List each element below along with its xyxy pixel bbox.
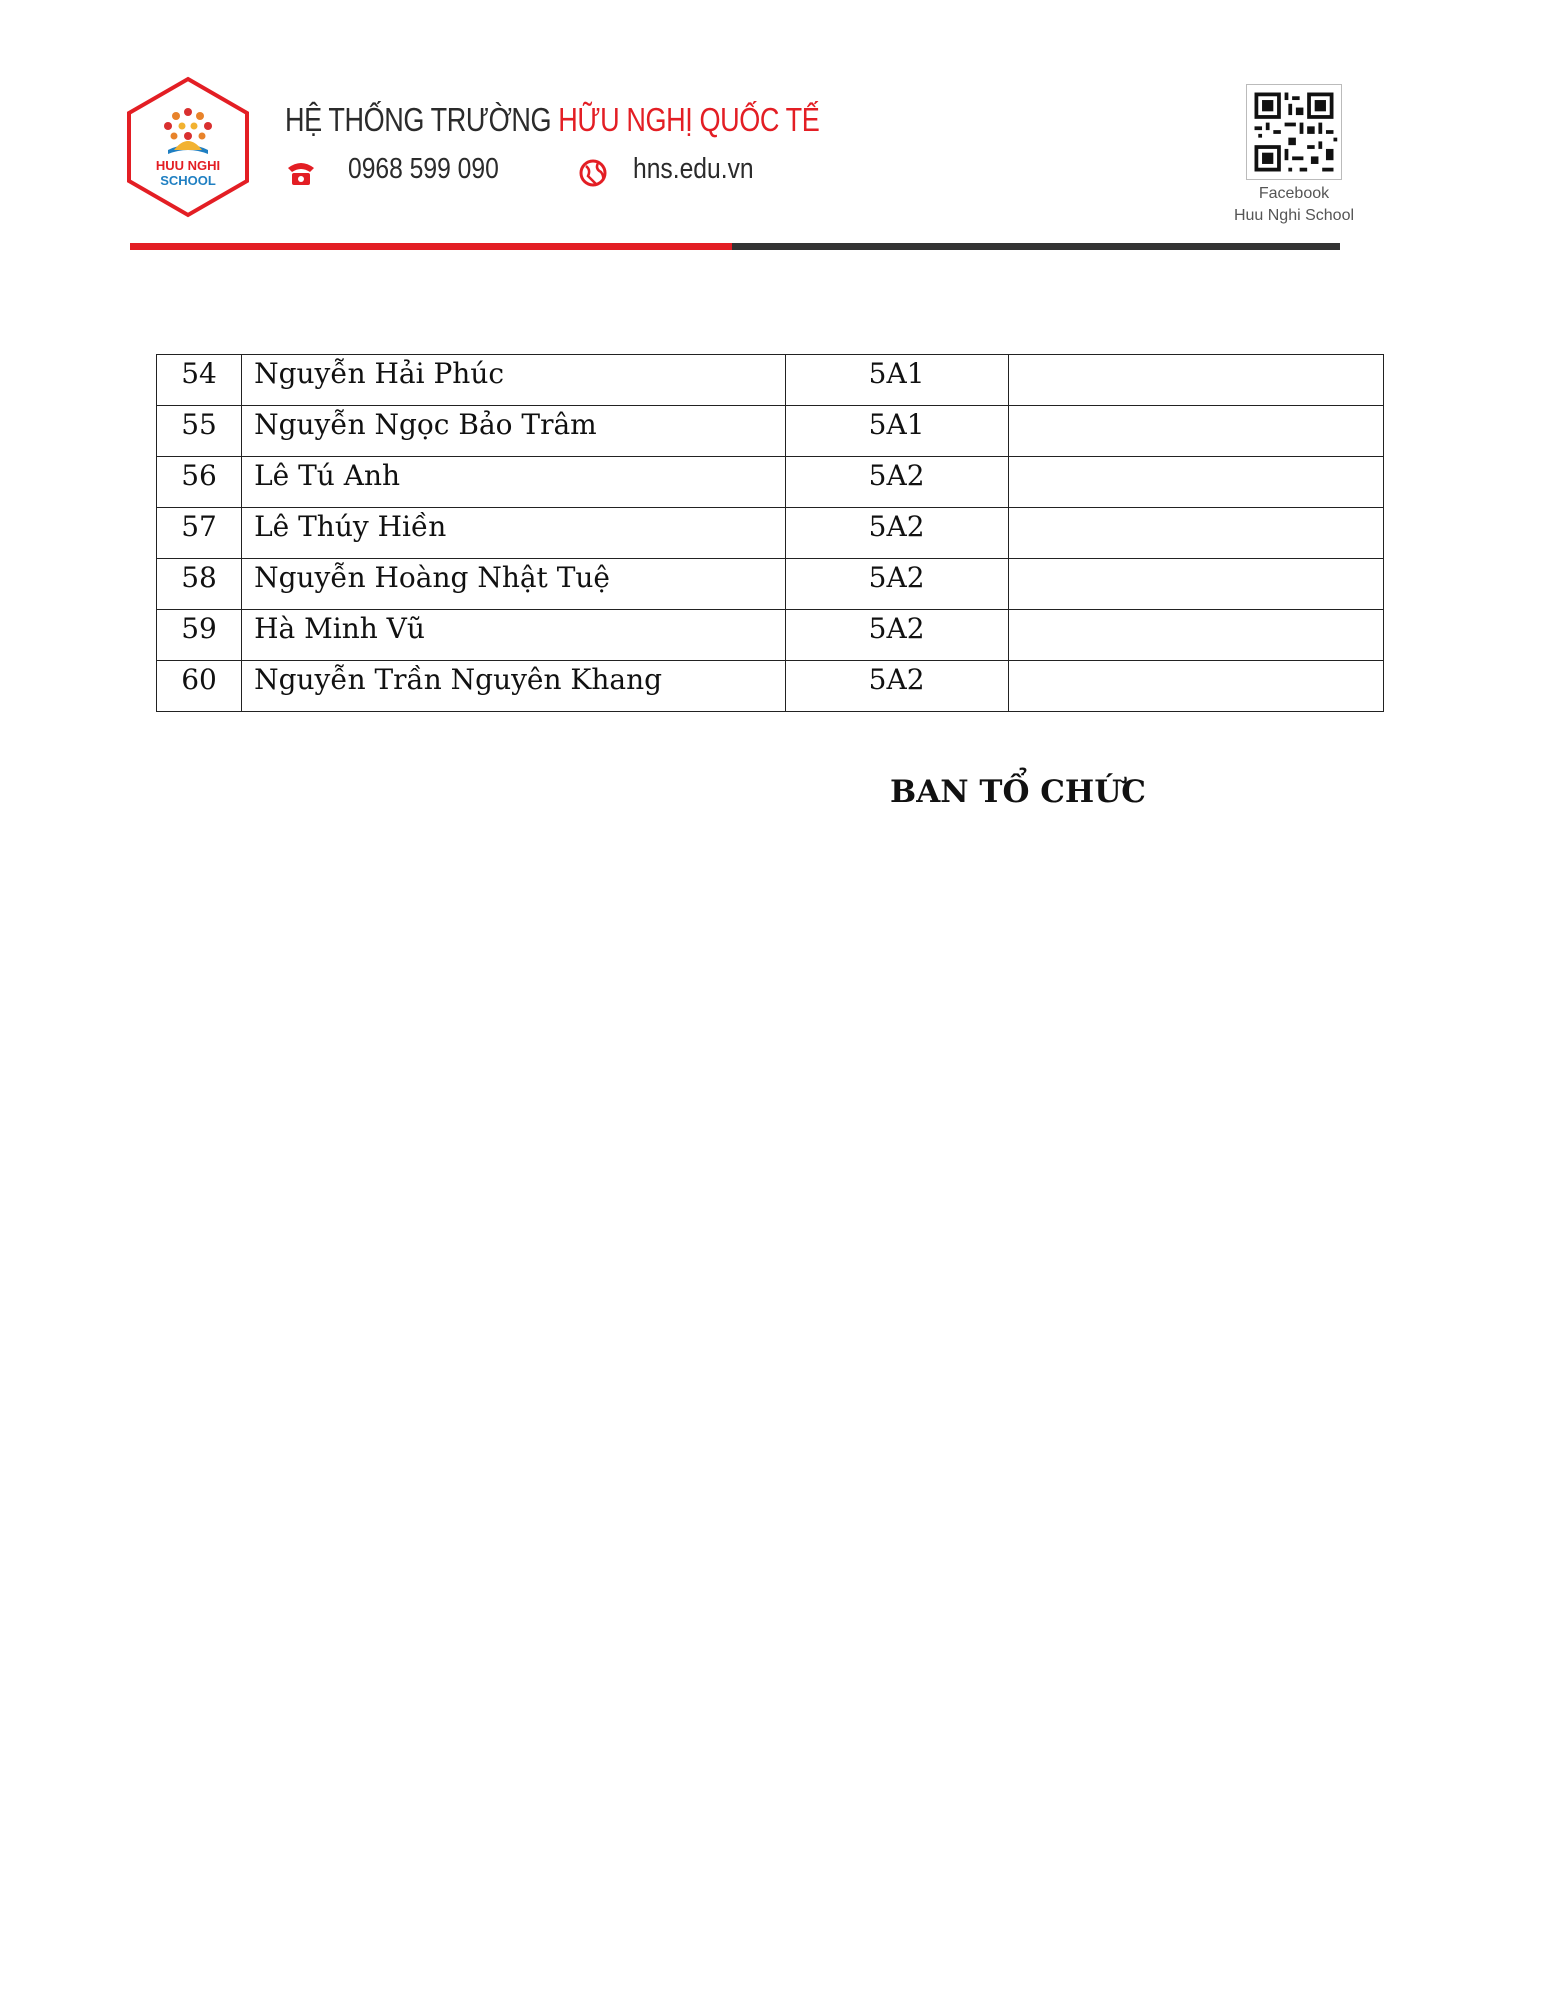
row-number: 56 xyxy=(157,457,242,508)
row-number: 58 xyxy=(157,559,242,610)
student-name: Nguyễn Trần Nguyên Khang xyxy=(242,661,785,712)
table-row xyxy=(157,661,1384,712)
student-name: Nguyễn Ngọc Bảo Trâm xyxy=(242,406,785,457)
website-link[interactable]: hns.edu.vn xyxy=(633,153,754,185)
qr-code[interactable] xyxy=(1246,84,1342,180)
school-logo xyxy=(124,76,252,218)
organizing-committee-signature: BAN TỔ CHỨC xyxy=(890,774,1146,810)
table-row xyxy=(157,559,1384,610)
note-cell xyxy=(1008,355,1383,406)
student-name: Lê Thúy Hiền xyxy=(242,508,785,559)
header-rule-dark xyxy=(732,243,1340,250)
table-row xyxy=(157,457,1384,508)
student-table xyxy=(156,354,1384,712)
phone-number[interactable]: 0968 599 090 xyxy=(348,153,499,185)
student-name: Lê Tú Anh xyxy=(242,457,785,508)
qr-caption xyxy=(1220,183,1368,227)
note-cell xyxy=(1008,406,1383,457)
student-name: Nguyễn Hải Phúc xyxy=(242,355,785,406)
qr-caption-line2: Huu Nghi School xyxy=(1233,207,1355,224)
class-cell: 5A2 xyxy=(785,508,1008,559)
note-cell xyxy=(1008,508,1383,559)
table-row xyxy=(157,508,1384,559)
row-number: 59 xyxy=(157,610,242,661)
qr-caption-line1: Facebook xyxy=(1258,185,1330,202)
class-cell: 5A2 xyxy=(785,661,1008,712)
phone-icon xyxy=(286,160,316,186)
class-cell: 5A2 xyxy=(785,457,1008,508)
table-row xyxy=(157,406,1384,457)
note-cell xyxy=(1008,661,1383,712)
row-number: 60 xyxy=(157,661,242,712)
globe-icon xyxy=(578,158,608,188)
note-cell xyxy=(1008,457,1383,508)
brand-title-part2: HỮU NGHỊ QUỐC TẾ xyxy=(558,101,820,138)
student-name: Hà Minh Vũ xyxy=(242,610,785,661)
class-cell: 5A2 xyxy=(785,610,1008,661)
header-rule-red xyxy=(130,243,732,250)
class-cell: 5A1 xyxy=(785,355,1008,406)
row-number: 55 xyxy=(157,406,242,457)
note-cell xyxy=(1008,559,1383,610)
student-name: Nguyễn Hoàng Nhật Tuệ xyxy=(242,559,785,610)
note-cell xyxy=(1008,610,1383,661)
class-cell: 5A2 xyxy=(785,559,1008,610)
brand-title xyxy=(285,101,819,139)
table-row xyxy=(157,355,1384,406)
class-cell: 5A1 xyxy=(785,406,1008,457)
row-number: 57 xyxy=(157,508,242,559)
logo-text-2: SCHOOL xyxy=(160,173,216,188)
row-number: 54 xyxy=(157,355,242,406)
logo-text-1: HUU NGHI xyxy=(155,158,221,173)
table-row xyxy=(157,610,1384,661)
brand-title-part1: HỆ THỐNG TRƯỜNG xyxy=(285,101,559,138)
